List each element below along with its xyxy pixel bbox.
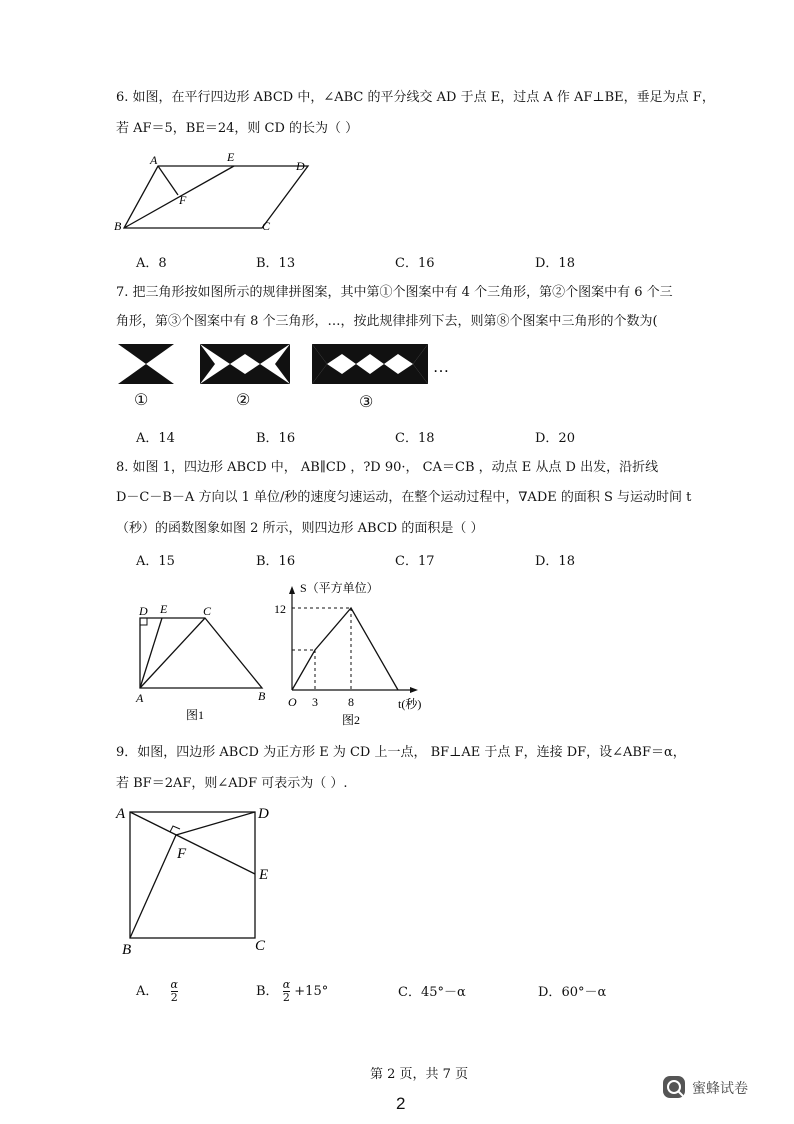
q7-option-b: B．16 (256, 431, 296, 446)
q9-option-d-letter: D． (538, 985, 562, 1000)
q8-fig2-origin: O (288, 695, 297, 709)
q6-label-B: B (114, 219, 122, 233)
q9-stem-line2: 若 BF＝2AF，则∠ADF 可表示为（ ）. (116, 776, 348, 791)
q9-option-a-denominator: 2 (170, 991, 178, 1004)
q6-option-a: A．8 (136, 256, 167, 271)
q9-option-d-text: 60°－α (561, 985, 607, 1000)
q8-fig2-xlabel: t(秒) (398, 697, 422, 711)
q7-caption-3: ③ (359, 392, 374, 411)
q7-pattern-3 (312, 344, 428, 384)
q8-fig2-tick-12: 12 (274, 602, 286, 616)
q7-ellipsis: … (433, 359, 449, 376)
q8-fig1-label-E: E (160, 602, 168, 616)
q8-fig2-tick-3: 3 (312, 695, 318, 709)
page-info: 第 2 页，共 7 页 (370, 1067, 469, 1082)
q6-label-F: F (179, 193, 187, 207)
q9-label-E: E (259, 867, 269, 883)
q9-option-a-letter: A． (136, 984, 159, 999)
q7-stem-line1: 7. 把三角形按如图所示的规律拼图案，其中第①个图案中有 4 个三角形，第②个图案中有 6 个三 (116, 285, 673, 300)
q9-option-c-letter: C． (398, 985, 421, 1000)
q8-fig2-caption: 图2 (342, 713, 361, 727)
q7-option-c: C．18 (395, 431, 435, 446)
q9-option-b-denominator: 2 (282, 991, 290, 1004)
q6-label-A: A (150, 153, 158, 167)
q9-option-c-text: 45°－α (420, 985, 466, 1000)
q8-option-c: C．17 (395, 554, 435, 569)
q6-label-C: C (262, 219, 271, 233)
q9-option-b-tail: +15° (294, 984, 329, 999)
q7-caption-1: ① (134, 390, 149, 409)
q8-fig1-label-C: C (203, 604, 212, 618)
q6-stem-line2: 若 AF＝5，BE＝24，则 CD 的长为（ ） (116, 121, 359, 136)
q8-option-d: D．18 (535, 554, 575, 569)
q9-label-F: F (177, 846, 187, 862)
q9-option-a (136, 979, 178, 1004)
q7-stem-line2: 角形，第③个图案中有 8 个三角形，…，按此规律排列下去，则第⑧个图案中三角形的个数为( (116, 314, 658, 329)
q6-option-b: B．13 (256, 256, 296, 271)
q9-option-b-letter: B． (256, 984, 279, 999)
q8-figure2-graph (272, 578, 442, 728)
q9-option-c (398, 981, 466, 1000)
q8-fig2-ylabel: S（平方单位） (300, 581, 379, 595)
q9-label-B: B (122, 942, 132, 958)
q9-option-b-numerator: α (282, 978, 291, 991)
q8-stem-line2: D－C－B－A 方向以 1 单位/秒的速度匀速运动，在整个运动过程中，∇ADE 的面积 S 与运动时间 t (116, 490, 692, 505)
q7-pattern-1 (118, 344, 174, 384)
watermark (660, 1073, 780, 1101)
q6-option-c: C．16 (395, 256, 435, 271)
q8-fig1-label-A: A (136, 691, 144, 705)
q7-option-d: D．20 (535, 431, 575, 446)
q6-label-D: D (296, 159, 305, 173)
q6-parallelogram-figure (110, 150, 320, 235)
q6-option-d: D．18 (535, 256, 575, 271)
q8-figure1-trapezoid (130, 598, 280, 726)
q9-option-d (538, 981, 606, 1000)
q8-option-b: B．16 (256, 554, 296, 569)
q8-fig2-tick-8: 8 (348, 695, 354, 709)
q7-option-a: A．14 (136, 431, 175, 446)
q7-pattern-2 (200, 344, 290, 384)
page-number: 2 (396, 1094, 406, 1113)
q8-fig1-label-D: D (139, 604, 148, 618)
bee-logo-icon (660, 1073, 688, 1101)
q8-stem-line1: 8. 如图 1，四边形 ABCD 中， AB∥CD ，?D 90·， CA＝CB ，动点 E 从点 D 出发，沿折线 (116, 460, 659, 475)
q9-stem-line1: 9．如图，四边形 ABCD 为正方形 E 为 CD 上一点， BF⊥AE 于点 F，连接 DF，设∠ABF＝α， (116, 745, 686, 760)
q9-option-a-numerator: α (170, 978, 178, 991)
q9-option-b (256, 979, 328, 1004)
q7-triangle-patterns (110, 340, 470, 388)
q8-stem-line3: （秒）的函数图象如图 2 所示，则四边形 ABCD 的面积是（ ） (116, 521, 484, 536)
q9-label-D: D (258, 806, 269, 822)
q9-label-C: C (255, 938, 266, 954)
q8-fig1-caption: 图1 (186, 708, 205, 722)
q8-fig1-label-B: B (258, 689, 266, 703)
q8-option-a: A．15 (136, 554, 175, 569)
q6-stem-line1: 6. 如图，在平行四边形 ABCD 中，∠ABC 的平分线交 AD 于点 E，过点 A 作 AF⊥BE，垂足为点 F， (116, 90, 715, 105)
watermark-text: 蜜蜂试卷 (692, 1081, 748, 1097)
q9-square-figure (110, 800, 285, 965)
q6-label-E: E (227, 150, 235, 164)
q9-label-A: A (116, 806, 126, 822)
q7-caption-2: ② (236, 390, 251, 409)
